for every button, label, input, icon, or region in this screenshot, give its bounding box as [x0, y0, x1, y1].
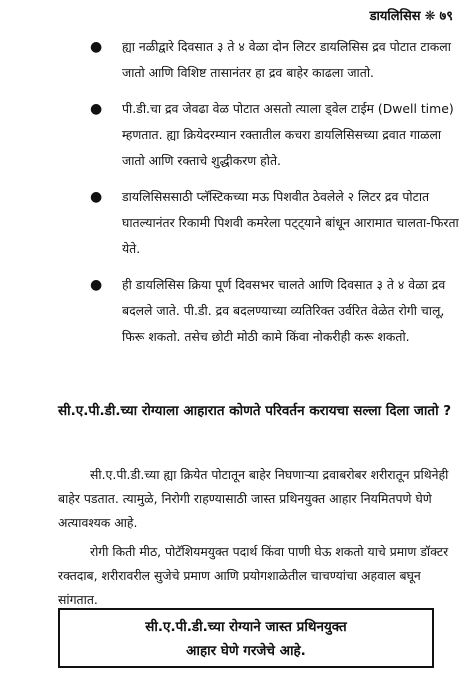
bullet-item — [0, 96, 475, 174]
bullet-text: ही डायलिसिस क्रिया पूर्ण दिवसभर चालते आणि दिवसात ३ ते ४ वेळा द्रव बदलले जाते. पी.डी. द्रव बदलण्याच्या व्यतिरिक्त उर्वरित वेळेत रोगी चालू, फिरू शकतो. तसेच छोटी मोठी कामे किंवा नोकरीही करू शकतो. — [122, 277, 446, 344]
page-number: ७९ — [439, 9, 453, 24]
page-header — [370, 6, 453, 24]
bullet-text: ह्या नळीद्वारे दिवसात ३ ते ४ वेळा दोन लिटर डायलिसिस द्रव पोटात टाकला जातो आणि विशिष्ट तासानंतर हा द्रव बाहेर काढला जातो. — [122, 39, 451, 80]
header-separator-icon: ❋ — [424, 9, 436, 24]
bullet-text: पी.डी.चा द्रव जेवढा वेळ पोटात असतो त्याला ड्वेल टाईम (Dwell time) म्हणतात. ह्या क्रियेदरम्यान रक्तातील कचरा डायलिसिसच्या द्रवात गाळला जातो आणि रक्ताचे शुद्धीकरण होते. — [122, 101, 454, 168]
chapter-title: डायलिसिस — [369, 9, 421, 24]
section-question-heading: सी.ए.पी.डी.च्या रोग्याला आहारात कोणते परिवर्तन करायचा सल्ला दिला जातो ? — [58, 403, 452, 419]
highlight-line: आहार घेणे गरजेचे आहे. — [186, 643, 306, 659]
bullet-item — [0, 272, 475, 350]
highlight-line: सी.ए.पी.डी.च्या रोग्याने जास्त प्रथिनयुक्त — [145, 619, 347, 635]
bullet-icon: ● — [90, 189, 103, 205]
body-paragraph: सी.ए.पी.डी.च्या ह्या क्रियेत पोटातून बाहेर निघणाऱ्या द्रवाबरोबर शरीरातून प्रथिनेही बाहेर पडतात. त्यामुळे, निरोगी राहण्यासाठी जास्त प्रथिनयुक्त आहार नियमितपणे घेणे अत्यावश्यक आहे. — [58, 467, 449, 530]
bullet-icon: ● — [90, 39, 103, 55]
bullet-list — [0, 34, 475, 360]
bullet-item — [0, 34, 475, 86]
bullet-icon: ● — [90, 101, 103, 117]
bullet-item — [0, 184, 475, 262]
bullet-icon: ● — [90, 277, 103, 293]
bullet-text: डायलिसिससाठी प्लॅस्टिकच्या मऊ पिशवीत ठेवलेले २ लिटर द्रव पोटात घातल्यानंतर रिकामी पिशवी कमरेला पट्ट्याने बांधून आरामात चालता-फिरता येते. — [122, 189, 459, 256]
body-paragraph: रोगी किती मीठ, पोटॅशियमयुक्त पदार्थ किंवा पाणी घेऊ शकतो याचे प्रमाण डॉक्टर रक्तदाब, शरीरावरील सुजेचे प्रमाण आणि प्रयोगशाळेतील चाचण्यांचा अहवाल बघून सांगतात. — [58, 544, 449, 607]
highlight-box — [58, 608, 434, 668]
